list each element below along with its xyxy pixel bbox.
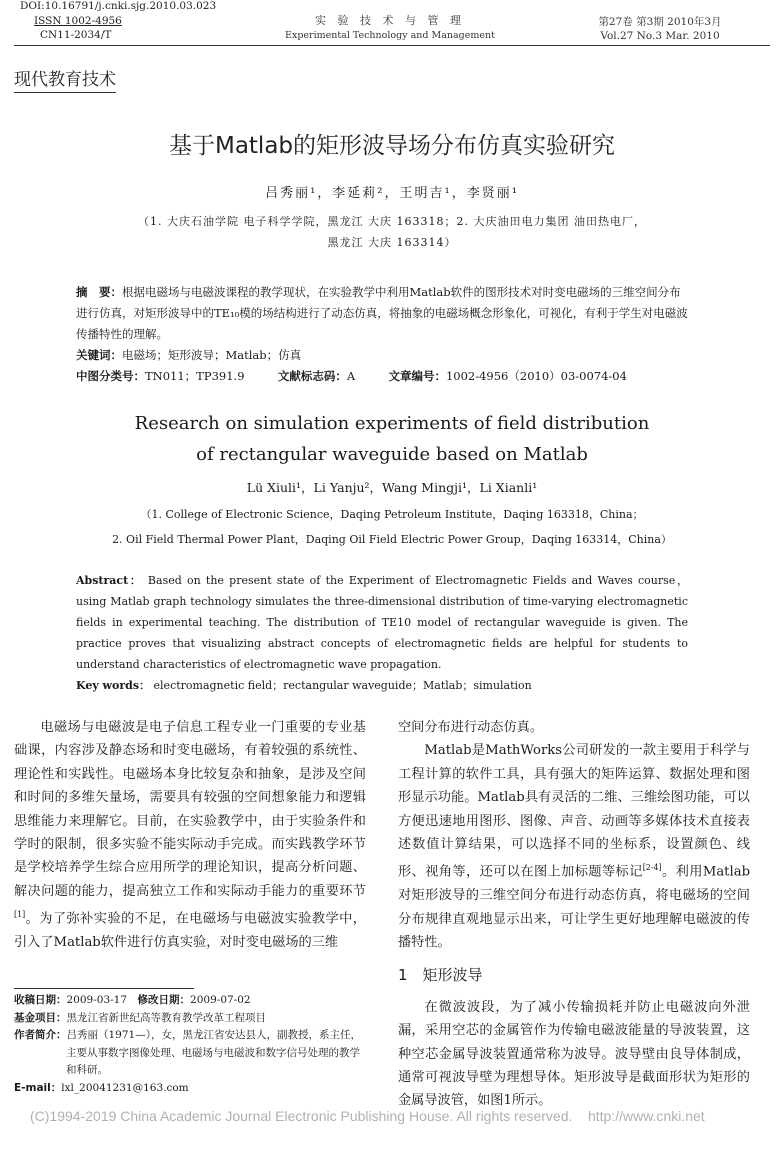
paragraph: Matlab是MathWorks公司研发的一款主要用于科学与工程计算的软件工具，具有强大的矩阵运算、数据处理和图形显示功能。Matlab具有灵活的二维、三维绘图功能，可以方便迅速地用图形、图像、声音、动画等多媒体技术直接表述数值计算结果，可以选择不同的坐标系，设置颜色、线形、视角等，还可以在图上加标题等标记[2-4]。利用Matlab对矩形波导的三维空间分布进行动态仿真，将电磁场的空间分布规律直观地显示出来，可让学生更好地理解电磁波的传播特性。: [398, 743, 751, 951]
footnotes: 收稿日期：2009-03-17 修改日期：2009-07-02 基金项目：黑龙江省新世纪高等教育教学改革工程项目 作者简介：吕秀丽（1971—），女，黑龙江省安达县人，副教授，系主任，主要从事数字图像处理、电磁场与电磁波和数字信号处理的教学和科研。 E-mail：lxl_20041231@163.com: [14, 994, 361, 1094]
paragraph: 电磁场与电磁波是电子信息工程专业一门重要的专业基础课，内容涉及静态场和时变电磁场，有着较强的系统性、理论性和实践性。电磁场本身比较复杂和抽象，是涉及空间和时间的多维矢量场，需要具有较强的空间想象能力和逻辑思维能力来理解它。目前，在实验教学中，由于实验条件和学时的限制，很多实验不能实际动手完成。而实践教学环节是学校培养学生综合应用所学的理论知识，提高分析问题、解决问题的能力，提高独立工作和实际动手能力的重要环节[1]。为了弥补实验的不足，在电磁场与电磁波实验教学中，引入了Matlab软件进行仿真实验，对时变电磁场的三维: [14, 720, 366, 951]
abstract-label: 摘 要：: [76, 285, 122, 299]
affiliations-en: [20, 502, 764, 552]
affiliation-cn-line: 黑龙江 大庆 163314）: [327, 236, 457, 249]
affiliation-cn-line: （1. 大庆石油学院 电子科学学院，黑龙江 大庆 163318；2. 大庆油田电力集团 油田热电厂，: [138, 215, 646, 228]
left-column: [14, 716, 366, 954]
affiliation-en-line: （1. College of Electronic Science，Daqing Petroleum Institute，Daqing 163318，China；: [140, 508, 644, 521]
clc-label: 中图分类号：: [76, 369, 145, 383]
page-title: 基于Matlab的矩形波导场分布仿真实验研究: [168, 133, 616, 159]
keywords: 电磁场；矩形波导；Matlab；仿真: [122, 348, 302, 362]
cn-number: CN11-2034/T: [40, 29, 112, 41]
clc-code: TN011；TP391.9: [145, 369, 245, 383]
volume-cn: 第27卷 第3期 2010年3月: [598, 16, 722, 28]
affiliations-cn: [60, 211, 724, 253]
abstract-en-label: Abstract：: [76, 574, 143, 587]
authors-cn: 吕秀丽¹，李延莉²，王明吉¹，李贤丽¹: [265, 186, 519, 201]
doc-code-label: 文献标志码：: [277, 369, 347, 383]
authors-en: Lü Xiuli¹，Li Yanju²，Wang Mingji¹，Li Xianli¹: [246, 480, 538, 495]
volume-en: Vol.27 No.3 Mar. 2010: [600, 30, 720, 42]
title-en: [0, 408, 784, 470]
paragraph: 在微波波段，为了减小传输损耗并防止电磁波向外泄漏，采用空芯的金属管作为传输电磁波能量的导波装置，这种空芯金属导波装置通常称为波导。波导壁由良导体制成，通常可视波导壁为理想导体。矩形波导是截面形状为矩形的金属导波管，如图1所示。: [398, 999, 750, 1109]
abstract-cn: [76, 282, 688, 387]
keywords-label: 关键词：: [76, 348, 122, 362]
abstract-text: 根据电磁场与电磁波课程的教学现状，在实验教学中利用Matlab软件的图形技术对时变电磁场的三维空间分布进行仿真，对矩形波导中的TE₁₀模的场结构进行了动态仿真，将抽象的电磁场概念形象化，可视化，有利于学生对电磁波传播特性的理解。: [76, 285, 688, 341]
author-bio: 吕秀丽（1971—），女，黑龙江省安达县人，副教授，系主任，主要从事数字图像处理、电磁场与电磁波和数字信号处理的教学和科研。: [66, 1029, 361, 1076]
revised-date: 2009-07-02: [190, 994, 251, 1006]
issn: ISSN 1002-4956: [34, 15, 122, 27]
abstract-en-text: Based on the present state of the Experiment of Electromagnetic Fields and Waves course，using Matlab graph technology simulates the three-dimensional distribution of time-varying electromagnetic fields in experimental teaching. The distribution of TE10 model of rectangular waveguide is given. The practice proves that visualizing abstract concepts of electromagnetic fields are helpful for students to understand characteristics of electromagnetic wave propagation.: [76, 574, 689, 671]
keywords-en: electromagnetic field；rectangular waveguide；Matlab；simulation: [153, 679, 532, 692]
title-en-line: of rectangular waveguide based on Matlab: [196, 444, 588, 465]
affiliation-en-line: 2. Oil Field Thermal Power Plant，Daqing Oil Field Electric Power Group，Daqing 163314，China）: [112, 533, 672, 546]
abstract-en: [76, 570, 688, 696]
article-number: 1002-4956（2010）03-0074-04: [445, 369, 627, 383]
right-column: [398, 716, 750, 1113]
journal-title-cn: 实 验 技 术 与 管 理: [315, 14, 465, 27]
citation: [1]: [14, 910, 26, 920]
journal-title-en: Experimental Technology and Management: [285, 30, 495, 41]
doi: DOI:10.16791/j.cnki.sjg.2010.03.023: [20, 0, 217, 12]
doc-code: A: [346, 369, 356, 383]
copyright-notice: (C)1994-2019 China Academic Journal Electronic Publishing House. All rights reserved. http://www.cnki.net: [30, 1108, 705, 1124]
keywords-en-label: Key words：: [76, 679, 151, 692]
email: lxl_20041231@163.com: [61, 1081, 189, 1094]
title-en-line: Research on simulation experiments of field distribution: [134, 413, 650, 434]
article-number-label: 文章编号：: [388, 369, 446, 383]
section-tag: 现代教育技术: [14, 65, 116, 93]
fund: 黑龙江省新世纪高等教育教学改革工程项目: [66, 1011, 266, 1024]
paragraph: 空间分布进行动态仿真。: [398, 720, 544, 735]
received-date: 2009-03-17: [66, 994, 128, 1006]
section-heading: 1 矩形波导: [398, 966, 483, 985]
header-rule: [14, 45, 770, 46]
footnote-rule: [14, 988, 194, 989]
citation: [2-4]: [642, 863, 662, 873]
